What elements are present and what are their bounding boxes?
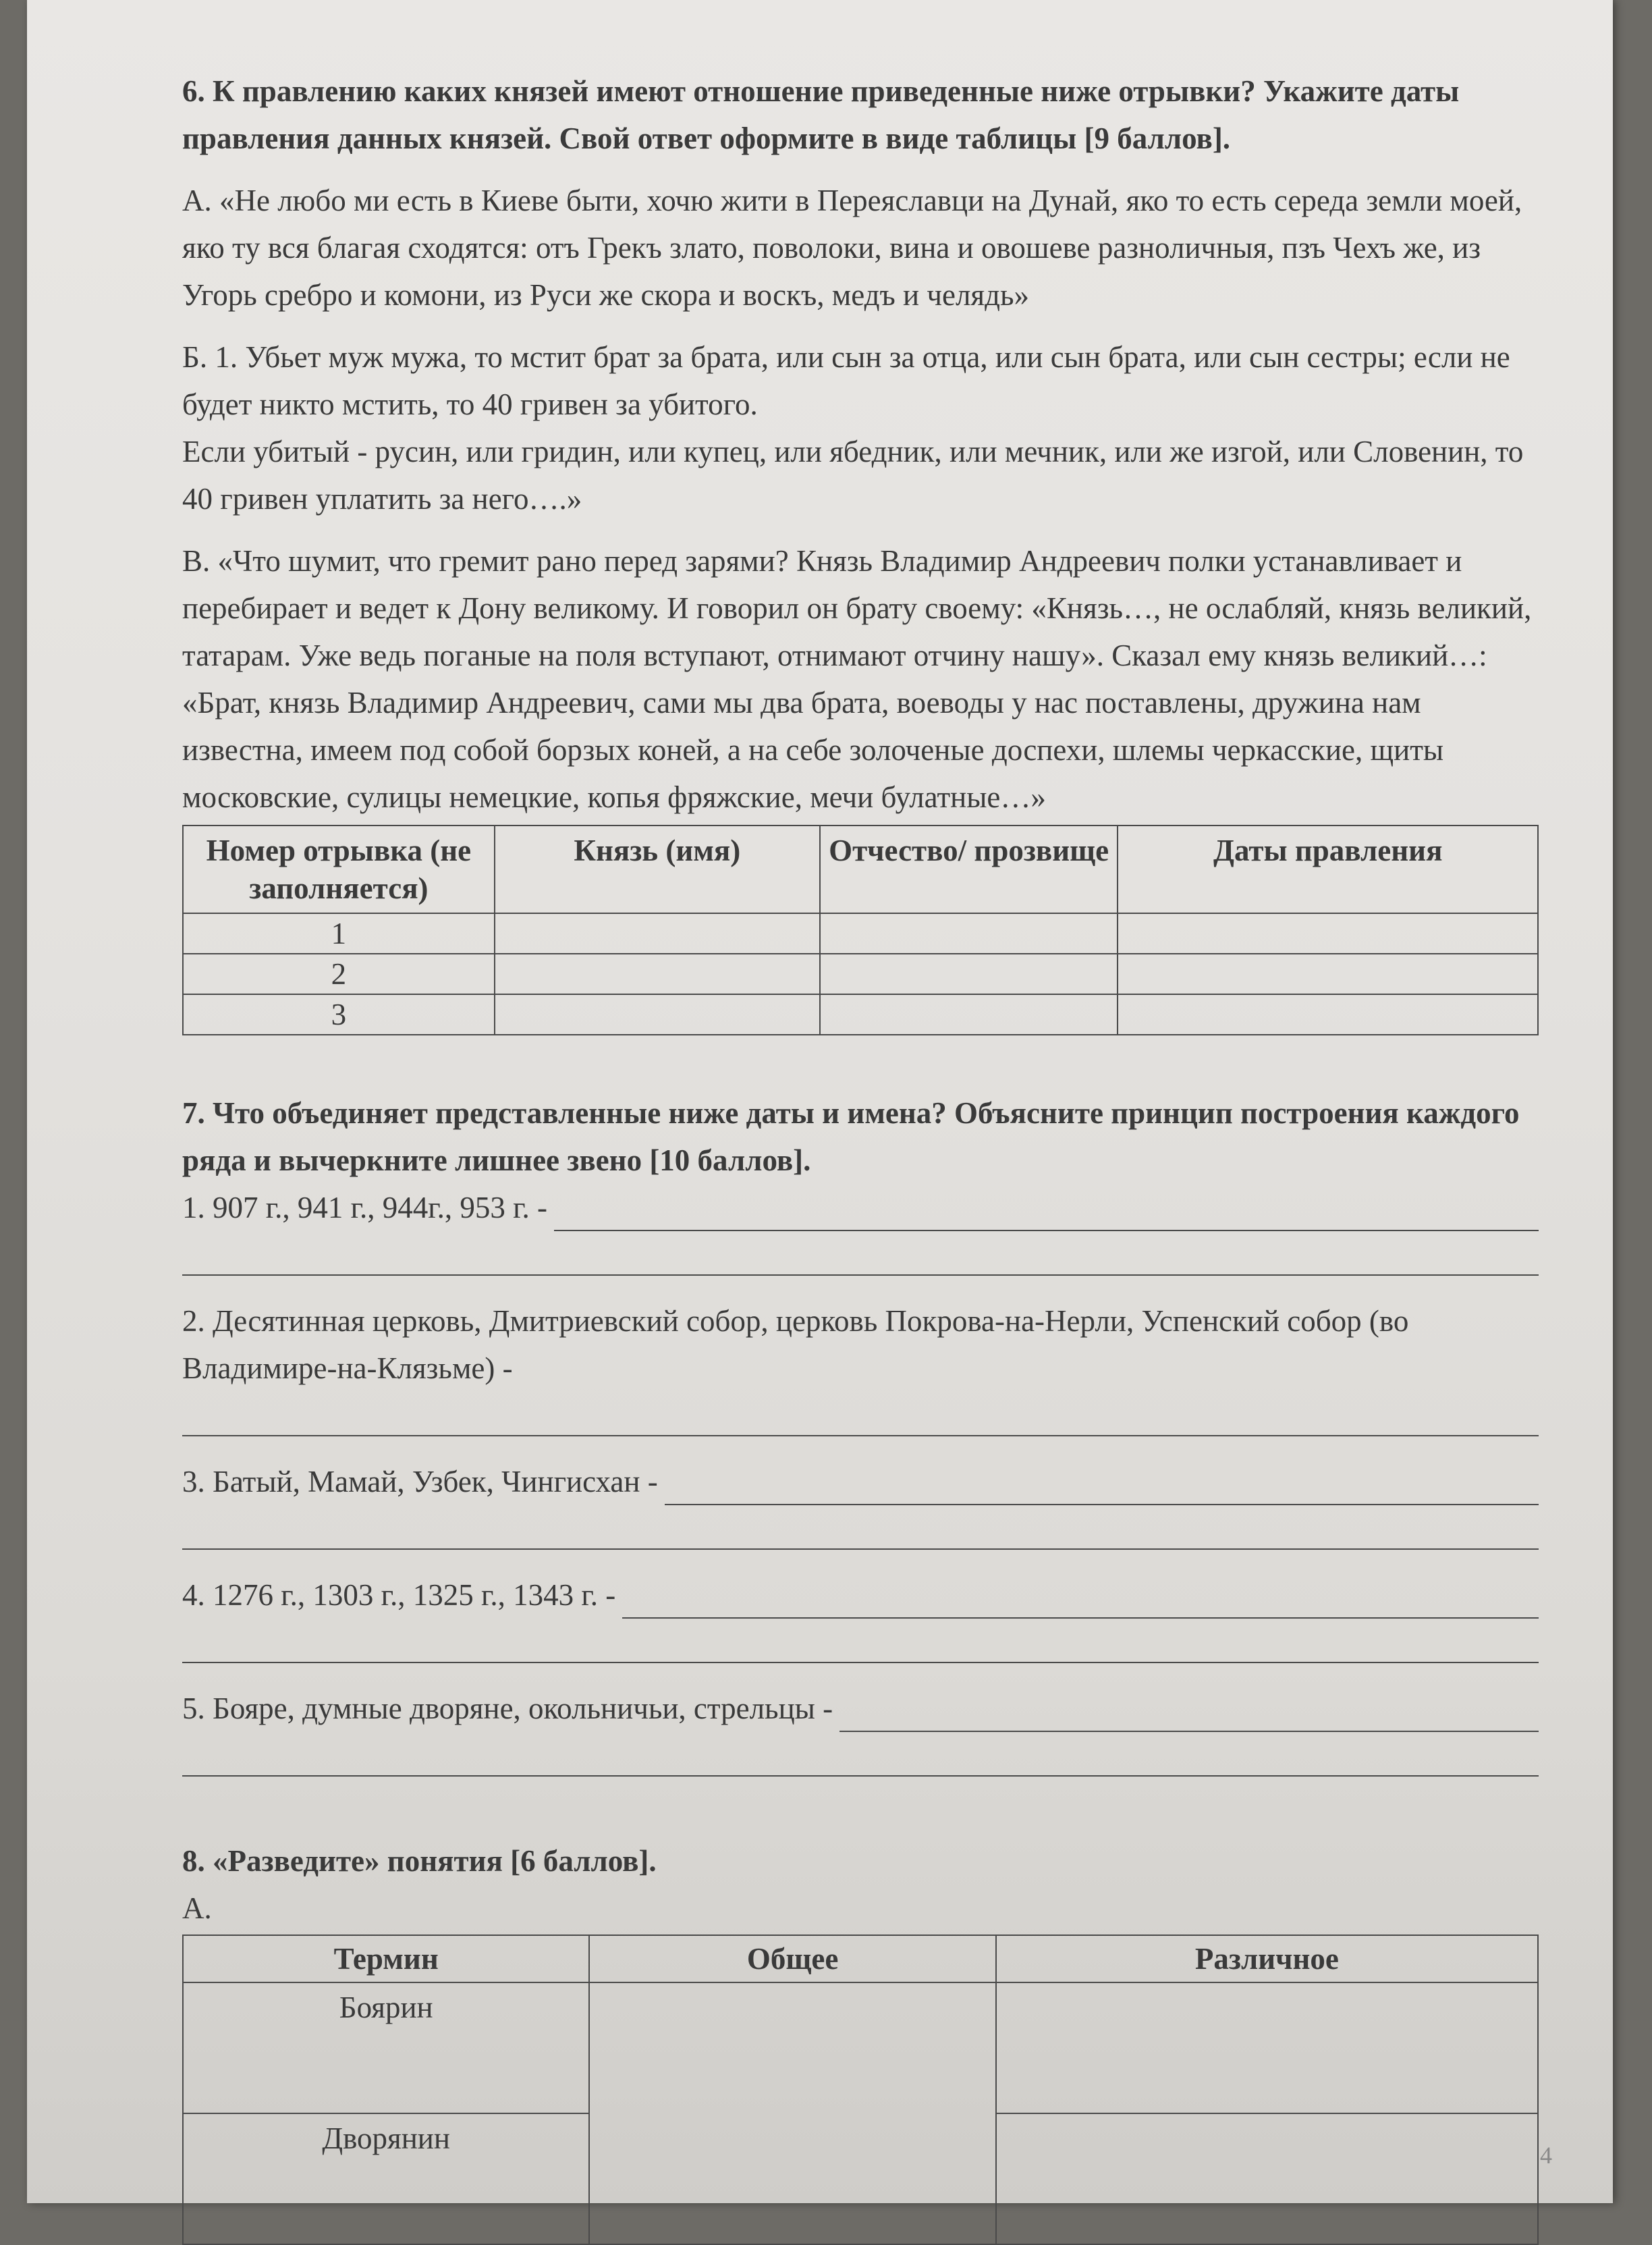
answer-cell[interactable] (1118, 954, 1538, 994)
answer-line[interactable] (182, 1619, 1539, 1663)
row-number: 3 (183, 994, 495, 1035)
q7-item-2-text: 2. Десятинная церковь, Дмитриевский собор, церковь Покрова-на-Нерли, Успенский собор (во Владимире-на-Клязьме) - (182, 1304, 1409, 1385)
col-header-common: Общее (589, 1935, 995, 1982)
answer-cell[interactable] (820, 994, 1118, 1035)
answer-line[interactable] (182, 1505, 1539, 1550)
answer-line[interactable] (665, 1470, 1539, 1505)
passage-b-line2: Если убитый - русин, или гридин, или купец, или ябедник, или мечник, или же изгой, или Словенин, то 40 гривен уплатить за него….» (182, 435, 1524, 516)
answer-cell[interactable] (996, 1982, 1538, 2113)
q7-item-5 (182, 1685, 1539, 1732)
answer-cell[interactable] (495, 994, 820, 1035)
answer-cell[interactable] (495, 954, 820, 994)
concepts-table (182, 1935, 1539, 2245)
passage-b-line1: Б. 1. Убьет муж мужа, то мстит брат за брата, или сын за отца, или сын брата, или сын сестры; если не будет никто мстить, то 40 гривен за убитого. (182, 340, 1510, 421)
answer-cell[interactable] (495, 913, 820, 954)
worksheet-page (27, 0, 1613, 2203)
col-header-reign-dates: Даты правления (1118, 826, 1538, 913)
term-cell: Боярин (183, 1982, 589, 2113)
passage-a: А. «Не любо ми есть в Киеве быти, хочю жити в Переяславци на Дунай, яко то есть середа земли моей, яко ту вся благая сходятся: отъ Грекъ злато, поволоки, вина и овошеве разноличныя, пзъ Чехъ же, из Угорь сребро и комони, из Руси же скора и воскъ, медъ и челядь» (182, 184, 1522, 312)
page-number: 4 (1540, 2142, 1552, 2169)
table-row (183, 994, 1538, 1035)
answer-line[interactable] (182, 1231, 1539, 1276)
question-6-header: 6. К правлению каких князей имеют отношение приведенные ниже отрывки? Укажите даты правления данных князей. Свой ответ оформите в виде таблицы [9 баллов]. (182, 74, 1460, 155)
princes-table (182, 825, 1539, 1035)
answer-line[interactable] (554, 1196, 1539, 1231)
table-row (183, 954, 1538, 994)
table-row (183, 1982, 1538, 2113)
col-header-passage-number: Номер отрывка (не заполняется) (183, 826, 495, 913)
q7-item-1 (182, 1184, 1539, 1231)
q7-item-text: 5. Бояре, думные дворяне, окольничьи, стрельцы - (182, 1692, 833, 1725)
q8-subpart-label: А. (182, 1891, 212, 1925)
col-header-prince-name: Князь (имя) (495, 826, 820, 913)
answer-line[interactable] (182, 1732, 1539, 1777)
answer-cell[interactable] (820, 954, 1118, 994)
answer-cell[interactable] (1118, 913, 1538, 954)
answer-cell[interactable] (820, 913, 1118, 954)
answer-line[interactable] (622, 1584, 1539, 1619)
question-8-header: 8. «Разведите» понятия [6 баллов]. (182, 1844, 657, 1878)
row-number: 1 (183, 913, 495, 954)
q7-item-3 (182, 1458, 1539, 1505)
col-header-different: Различное (996, 1935, 1538, 1982)
row-number: 2 (183, 954, 495, 994)
worksheet-content (182, 67, 1539, 2245)
table-row (183, 913, 1538, 954)
q7-item-text: 4. 1276 г., 1303 г., 1325 г., 1343 г. - (182, 1578, 616, 1612)
answer-cell[interactable] (996, 2113, 1538, 2244)
answer-cell[interactable] (589, 1982, 995, 2244)
q7-item-text: 1. 907 г., 941 г., 944г., 953 г. - (182, 1191, 548, 1224)
col-header-term: Термин (183, 1935, 589, 1982)
q7-item-4 (182, 1571, 1539, 1619)
passage-c: В. «Что шумит, что гремит рано перед зарями? Князь Владимир Андреевич полки устанавливает и перебирает и ведет к Дону великому. И говорил он брату своему: «Князь…, не ослабляй, князь великий, татарам. Уже ведь поганые на поля вступают, отнимают отчину нашу». Сказал ему князь великий…: «Брат, князь Владимир Андреевич, сами мы два брата, воеводы у нас поставлены, дружина нам известна, имеем под собой борзых коней, а на себе золоченые доспехи, шлемы черкасские, щиты московские, сулицы немецкие, копья фряжские, мечи булатные…» (182, 544, 1532, 814)
col-header-patronymic: Отчество/ прозвище (820, 826, 1118, 913)
answer-line[interactable] (182, 1392, 1539, 1436)
q7-item-text: 3. Батый, Мамай, Узбек, Чингисхан - (182, 1465, 658, 1498)
term-cell: Дворянин (183, 2113, 589, 2244)
question-7-header: 7. Что объединяет представленные ниже даты и имена? Объясните принцип построения каждого ряда и вычеркните лишнее звено [10 баллов]. (182, 1096, 1520, 1177)
answer-line[interactable] (839, 1697, 1539, 1732)
answer-cell[interactable] (1118, 994, 1538, 1035)
